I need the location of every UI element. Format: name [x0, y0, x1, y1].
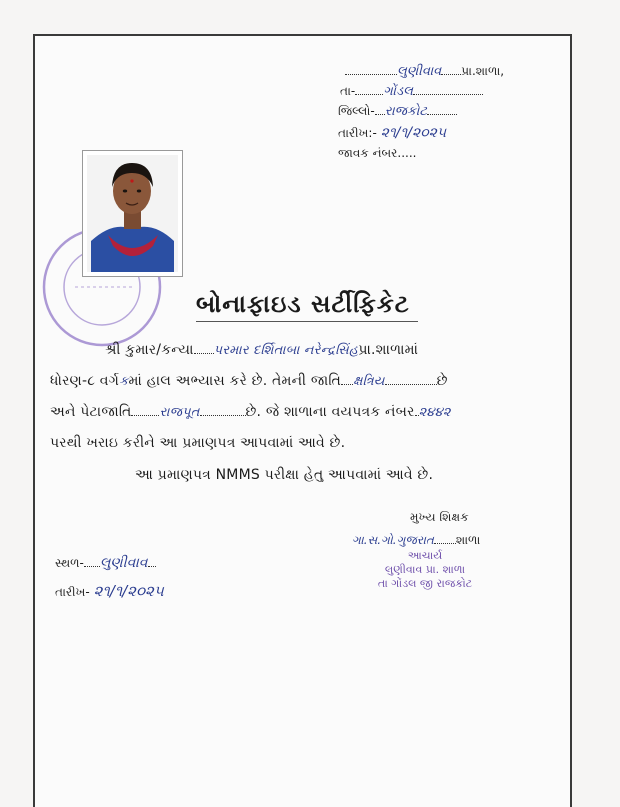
header-date-line — [338, 125, 446, 141]
body-line-3 — [50, 404, 451, 420]
body-line-4: પરથી ખરાઇ કરીને આ પ્રમાણપત્ર આપવામાં આવે છે. — [50, 435, 346, 451]
header-school-name: લુણીવાવ — [397, 64, 442, 79]
header-district: રાજકોટ — [384, 104, 427, 119]
name-label: શ્રી કુમાર/કન્યા — [105, 342, 194, 358]
principal-role: મુખ્ય શિક્ષક — [410, 510, 469, 524]
office-stamp — [370, 549, 480, 591]
body-line-5: આ પ્રમાણપત્ર NMMS પરીક્ષા હેતુ આપવામાં આવે છે. — [135, 467, 434, 483]
division: ક — [119, 374, 129, 389]
footer-date: ૨૧/૧/૨૦૨૫ — [93, 582, 164, 600]
line3-mid: છે. જે શાળાના વયપત્રક નંબર — [245, 404, 415, 420]
student-photo — [82, 150, 183, 277]
register-number: ૨૪૪૨ — [418, 405, 451, 420]
subcaste: રાજપૂત — [159, 405, 200, 420]
header-date: ૨૧/૧/૨૦૨૫ — [380, 125, 447, 141]
student-name: પરમાર દર્શિતાબા નરેન્દ્રસિંહ — [213, 343, 359, 358]
signature-school-suffix: શાળા — [455, 533, 481, 547]
header-taluka-line — [340, 84, 483, 99]
stamp-line-3: તા ગોંડલ જી રાજકોટ — [377, 577, 473, 590]
footer-date-line — [55, 582, 164, 600]
header-school-suffix: પ્રા.શાળા, — [461, 64, 505, 78]
footer-place-line — [55, 555, 156, 571]
certificate-title: બોનાફાઇડ સર્ટીફિકેટ — [196, 290, 410, 318]
header-taluka: ગોંડલ — [383, 84, 413, 99]
place-label: સ્થળ- — [55, 556, 84, 570]
body-line-1 — [105, 342, 418, 358]
footer-date-label: તારીખ- — [55, 585, 90, 599]
standard-label: ધોરણ-૮ વર્ગ — [50, 373, 120, 389]
header-taluka-label: તા- — [340, 84, 356, 98]
line2-mid: માં હાલ અભ્યાસ કરે છે. તેમની જાતિ — [128, 373, 342, 389]
stamp-line-2: લુણીવાવ પ્રા. શાળા — [384, 563, 466, 576]
caste: ક્ષત્રિય — [353, 374, 385, 389]
line1-suffix: પ્રા.શાળામાં — [358, 342, 419, 358]
header-date-label: તારીખ:- — [338, 126, 377, 140]
place: લુણીવાવ — [99, 555, 148, 571]
header-district-line — [338, 104, 457, 119]
stamp-line-1: આચાર્ય — [407, 549, 443, 562]
signature-line — [352, 533, 480, 548]
header-school-line — [345, 64, 504, 79]
signature-text: ગા.સ.ગો.ગુજરાત — [352, 533, 434, 547]
header-outward-no: જાવક નંબર..... — [338, 146, 417, 160]
header-district-label: જિલ્લો- — [338, 104, 375, 118]
body-line-2 — [50, 373, 448, 389]
title-underline — [196, 321, 418, 322]
subcaste-label: અને પેટાજાતિ — [50, 404, 132, 420]
line2-suffix: છે — [436, 373, 448, 389]
